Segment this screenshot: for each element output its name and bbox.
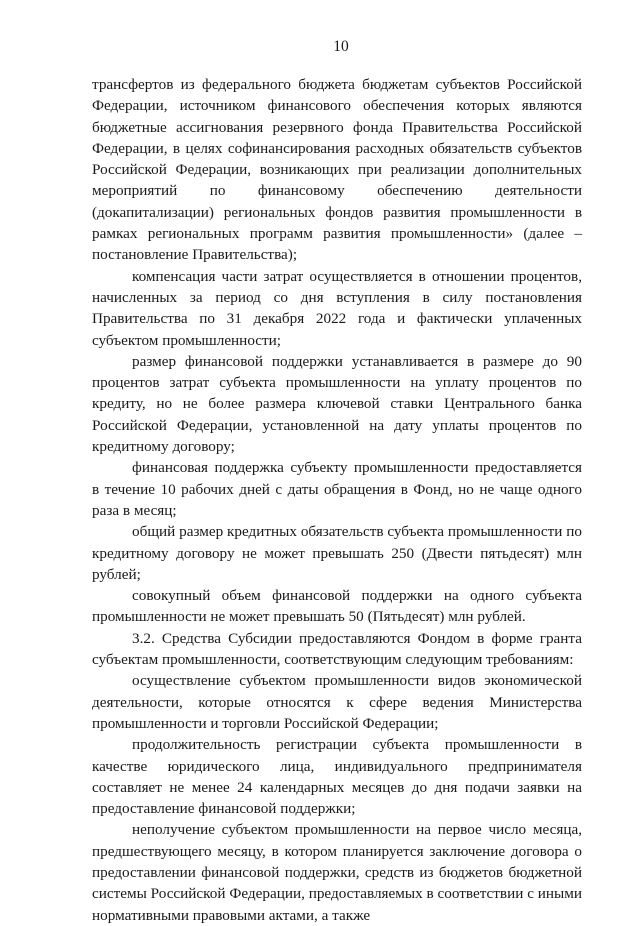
paragraph: трансфертов из федерального бюджета бюджетам субъектов Российской Федерации, источником финансового обеспечения которых являются бюджетные ассигнования резервного фонда Правительства Российской Федерации, в целях софинансирования расходных обязательств субъектов Российской Федерации, возникающих при реализации дополнительных мероприятий по финансовому обеспечению деятельности (докапитализации) региональных фондов развития промышленности в рамках региональных программ развития промышленности» (далее – постановление Правительства); [92, 76, 582, 264]
paragraph: общий размер кредитных обязательств субъекта промышленности по кредитному договору не может превышать 250 (Двести пятьдесят) млн рублей; [92, 523, 582, 583]
paragraph: совокупный объем финансовой поддержки на одного субъекта промышленности не может превышать 50 (Пятьдесят) млн рублей. [92, 587, 582, 626]
paragraph: осуществление субъектом промышленности видов экономической деятельности, которые относятся к сфере ведения Министерства промышленности и торговли Российской Федерации; [92, 672, 582, 732]
paragraph: неполучение субъектом промышленности на первое число месяца, предшествующего месяцу, в котором планируется заключение договора о предоставлении финансовой поддержки, средств из бюджетов бюджетной системы Российской Федерации, предоставляемых в соответствии с иными нормативными правовыми актами, а также [92, 821, 582, 924]
paragraph: компенсация части затрат осуществляется в отношении процентов, начисленных за период со дня вступления в силу постановления Правительства по 31 декабря 2022 года и фактически уплаченных субъектом промышленности; [92, 267, 582, 349]
paragraph: продолжительность регистрации субъекта промышленности в качестве юридического лица, индивидуального предпринимателя составляет не менее 24 календарных месяцев до дня подачи заявки на предоставление финансовой поддержки; [92, 736, 582, 818]
page-number: 10 [333, 38, 349, 55]
paragraph: размер финансовой поддержки устанавливается в размере до 90 процентов затрат субъекта промышленности на уплату процентов по кредиту, но не более размера ключевой ставки Центрального банка Российской Федерации, установленной на дату уплаты процентов по кредитному договору; [92, 352, 582, 456]
document-body [92, 74, 582, 926]
paragraph: 3.2. Средства Субсидии предоставляются Фондом в форме гранта субъектам промышленности, соответствующим следующим требованиям: [92, 629, 582, 669]
paragraph: финансовая поддержка субъекту промышленности предоставляется в течение 10 рабочих дней с даты обращения в Фонд, но не чаще одного раза в месяц; [92, 459, 582, 519]
